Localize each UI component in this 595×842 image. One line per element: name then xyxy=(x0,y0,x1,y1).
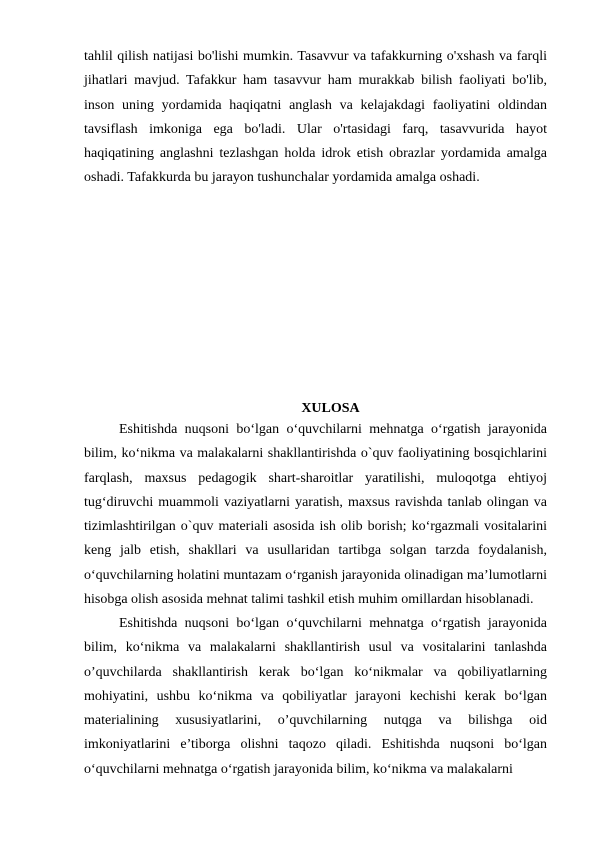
intro-paragraph: tahlil qilish natijasi bo'lishi mumkin. Tasavvur va tafakkurning o'xshash va farqli jihatlari mavjud. Tafakkur ham tasavvur ham murakkab bilish faoliyati bo'lib, inson uning yordamida haqiqatni anglash va kelajakdagi faoliyatini oldindan tavsiflash imkoniga ega bo'ladi. Ular o'rtasidagi farq, tasavvurida hayot haqiqatining anglashni tezlashgan holda idrok etish obrazlar yordamida amalga oshadi. Tafakkurda bu jarayon tushunchalar yordamida amalga oshadi. xyxy=(84,49,547,186)
conclusion-paragraph-1: Eshitishda nuqsoni bo‘lgan o‘quvchilarni mehnatga o‘rgatish jarayonida bilim, ko‘nikma va malakalarni shakllantirishda o`quv faoliyatining bosqichlarini farqlash, maxsus pedagogik shart-sharoitlar yaratilishi, muloqotga ehtiyoj tug‘diruvchi muammoli vaziyatlarni yaratish, maxsus ravishda tanlab olingan va tizimlashtirilgan o`quv materiali asosida ish olib borish; ko‘rgazmali vositalarini keng jalb etish, shakllari va usullaridan tartibga solgan tarzda foydalanish, o‘quvchilarning holatini muntazam o‘rganish jarayonida olinadigan ma’lumotlarni hisobga olish asosida mehnat talimi tashkil etish muhim omillardan hisoblanadi. xyxy=(84,422,547,608)
conclusion-paragraph-2: Eshitishda nuqsoni bo‘lgan o‘quvchilarni mehnatga o‘rgatish jarayonida bilim, ko‘nikma va malakalarni shakllantirish usul va vositalarini tanlashda o’quvchilarda shakllantirish kerak bo‘lgan ko‘nikmalar va qobiliyatlarning mohiyatini, ushbu ko‘nikma va qobiliyatlar jarayoni kechishi kerak bo‘lgan materialining xususiyatlarini, o’quvchilarning nutqga va bilishga oid imkoniyatlarini e’tiborga olishni taqozo qiladi. Eshitishda nuqsoni bo‘lgan o‘quvchilarni mehnatga o‘rgatish jarayonida bilim, ko‘nikma va malakalarni xyxy=(84,616,547,777)
conclusion-heading: XULOSA xyxy=(301,401,360,416)
